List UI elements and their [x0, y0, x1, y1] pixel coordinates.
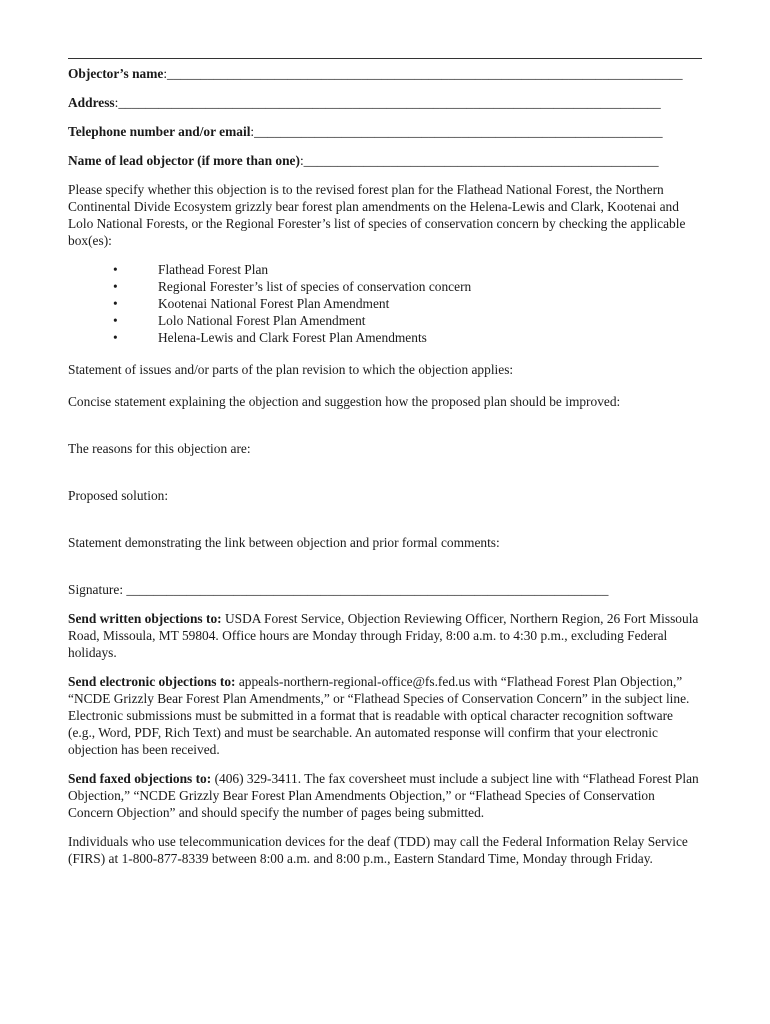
statement-concise: Concise statement explaining the objection and suggestion how the proposed plan should be improved:	[68, 394, 621, 409]
send-written-paragraph	[68, 610, 702, 661]
send-written-text: USDA Forest Service, Objection Reviewing Officer, Northern Region, 26 Fort Missoula Road, Missoula, MT 59804. Office hours are Monday through Friday, 8:00 a.m. to 4:30 p.m., excluding Federal holidays.	[68, 611, 699, 660]
specify-paragraph: Please specify whether this objection is to the revised forest plan for the Flathead National Forest, the Northern Continental Divide Ecosystem grizzly bear forest plan amendments on the Helena-Lewis and Clark, Kootenai and Lolo National Forests, or the Regional Forester’s list of species of conservation concern by checking the applicable box(es):	[68, 182, 686, 248]
send-electronic-label: Send electronic objections to:	[68, 674, 236, 689]
box-item-lolo[interactable]	[68, 312, 702, 329]
telephone-label: Telephone number and/or email	[68, 124, 251, 139]
bullet-icon: •	[113, 313, 118, 328]
applicable-box-list	[68, 261, 702, 346]
bullet-icon: •	[113, 330, 118, 345]
box-item-label: Lolo National Forest Plan Amendment	[158, 313, 366, 328]
statement-link: Statement demonstrating the link between objection and prior formal comments:	[68, 535, 500, 550]
address-label: Address	[68, 95, 115, 110]
form-content	[68, 65, 702, 867]
address-field[interactable]	[68, 94, 702, 111]
send-faxed-paragraph	[68, 770, 702, 821]
bullet-icon: •	[113, 279, 118, 294]
box-item-label: Helena-Lewis and Clark Forest Plan Amendments	[158, 330, 427, 345]
address-line: :_________________________________________________________________________________	[114, 95, 661, 110]
box-item-flathead[interactable]	[68, 261, 702, 278]
send-faxed-text: (406) 329-3411. The fax coversheet must include a subject line with “Flathead Forest Plan Objection,” “NCDE Grizzly Bear Forest Plan Amendments Objection,” or “Flathead Species of Conservation Concern Objection” and should specify the number of pages being submitted.	[68, 771, 699, 820]
box-item-label: Flathead Forest Plan	[158, 262, 269, 277]
box-item-kootenai[interactable]	[68, 295, 702, 312]
top-rule	[68, 58, 702, 59]
box-item-label: Regional Forester’s list of species of conservation concern	[158, 279, 472, 294]
lead-objector-line: :_____________________________________________________	[299, 153, 659, 168]
proposed-solution-label: Proposed solution:	[68, 488, 169, 503]
telephone-line: :_____________________________________________________________	[250, 124, 663, 139]
lead-objector-field[interactable]	[68, 152, 702, 169]
send-electronic-text: appeals-northern-regional-office@fs.fed.us with “Flathead Forest Plan Objection,” “NCDE Grizzly Bear Forest Plan Amendments,” or “Flathead Species of Conservation Concern” in the subject line. Electronic submissions must be submitted in a format that is readable with optical character recognition software (e.g., Word, PDF, Rich Text) and must be searchable. An automated response will confirm that your electronic objection has been received.	[68, 674, 690, 757]
objector-name-field[interactable]	[68, 65, 702, 82]
box-item-helena-lewis-clark[interactable]	[68, 329, 702, 346]
objector-name-line: :_____________________________________________________________________________	[163, 66, 683, 81]
tdd-paragraph: Individuals who use telecommunication devices for the deaf (TDD) may call the Federal Information Relay Service (FIRS) at 1-800-877-8339 between 8:00 a.m. and 8:00 p.m., Eastern Standard Time, Monday through Friday.	[68, 834, 688, 866]
send-faxed-label: Send faxed objections to:	[68, 771, 212, 786]
objector-name-label: Objector’s name	[68, 66, 164, 81]
reasons-label: The reasons for this objection are:	[68, 441, 251, 456]
bullet-icon: •	[113, 262, 118, 277]
lead-objector-label: Name of lead objector (if more than one)	[68, 153, 300, 168]
box-item-regional-forester[interactable]	[68, 278, 702, 295]
box-item-label: Kootenai National Forest Plan Amendment	[158, 296, 390, 311]
statement-issues: Statement of issues and/or parts of the plan revision to which the objection applies:	[68, 362, 514, 377]
telephone-field[interactable]	[68, 123, 702, 140]
signature-field[interactable]: Signature: ________________________________________________________________________	[68, 582, 609, 597]
send-electronic-paragraph	[68, 673, 702, 758]
send-written-label: Send written objections to:	[68, 611, 222, 626]
bullet-icon: •	[113, 296, 118, 311]
